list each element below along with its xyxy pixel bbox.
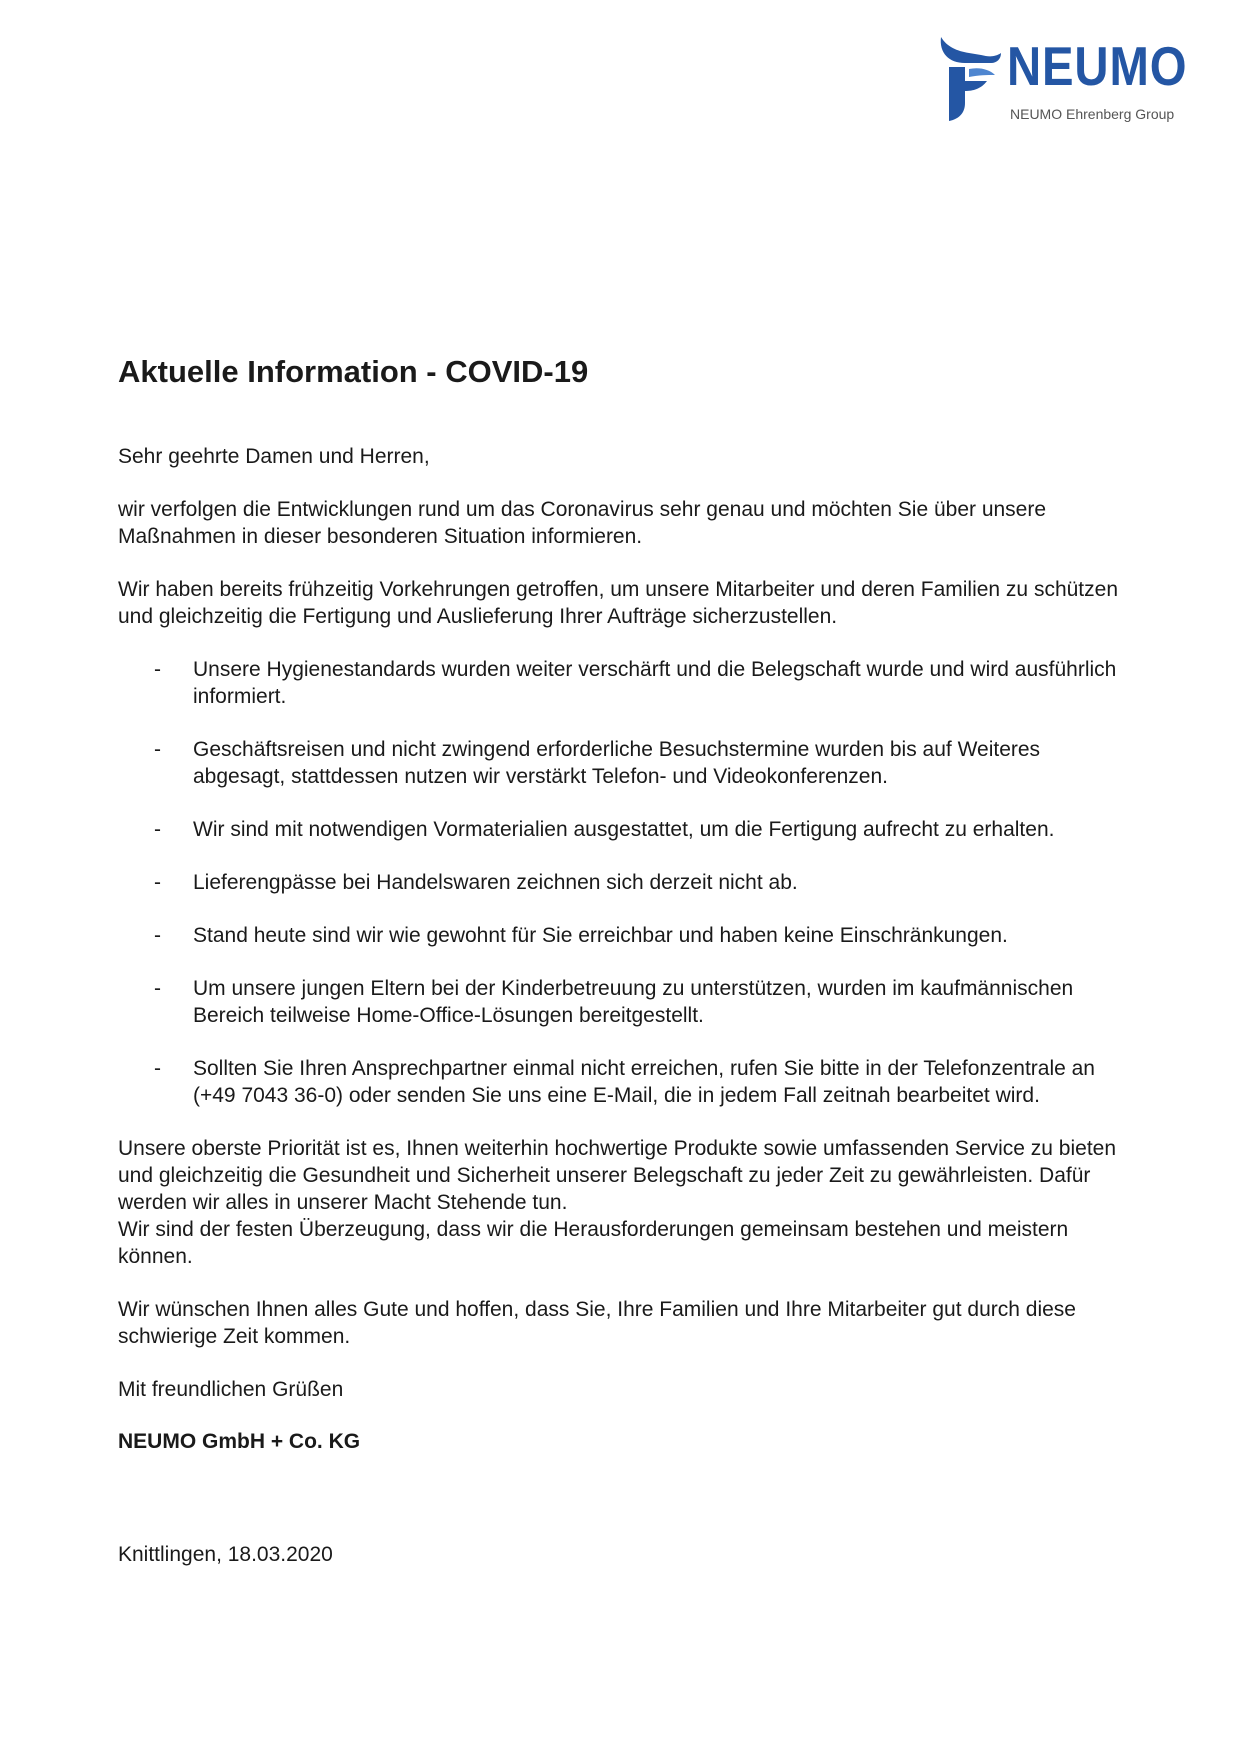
list-item (118, 869, 1118, 896)
bullet-dash: - (154, 818, 161, 841)
intro-paragraph: wir verfolgen die Entwicklungen rund um das Coronavirus sehr genau und möchten Sie über unsere Maßnahmen in dieser besonderen Situation informieren. (118, 498, 1047, 548)
bullet-dash: - (154, 738, 161, 761)
bullet-dash: - (154, 658, 161, 681)
list-item (118, 656, 1118, 710)
measures-paragraph: Wir haben bereits frühzeitig Vorkehrungen getroffen, um unsere Mitarbeiter und deren Familien zu schützen und gleichzeitig die Fertigung und Auslieferung Ihrer Aufträge sicherzustellen. (118, 578, 1118, 628)
letter-title: Aktuelle Information - COVID-19 (118, 354, 589, 389)
list-item (118, 922, 1118, 949)
wishes-paragraph: Wir wünschen Ihnen alles Gute und hoffen, dass Sie, Ihre Familien und Ihre Mitarbeiter gut durch diese schwierige Zeit kommen. (118, 1298, 1076, 1348)
list-item-text: Stand heute sind wir wie gewohnt für Sie erreichbar und haben keine Einschränkungen. (193, 924, 1008, 947)
conviction-paragraph: Wir sind der festen Überzeugung, dass wir die Herausforderungen gemeinsam bestehen und meistern können. (118, 1218, 1069, 1268)
list-item-text: Wir sind mit notwendigen Vormaterialien ausgestattet, um die Fertigung aufrecht zu erhalten. (193, 818, 1055, 841)
list-item-text: Unsere Hygienestandards wurden weiter verschärft und die Belegschaft wurde und wird ausführlich informiert. (193, 658, 1117, 708)
bullet-dash: - (154, 1057, 161, 1080)
logo-wordmark: NEUMO (1007, 35, 1188, 97)
closing-greeting: Mit freundlichen Grüßen (118, 1378, 344, 1401)
company-logo (935, 33, 1205, 133)
priority-text: Unsere oberste Priorität ist es, Ihnen weiterhin hochwertige Produkte sowie umfassenden Service zu bieten und gleichzeitig die Gesundheit und Sicherheit unserer Belegschaft zu jeder Zeit zu gewährleisten. Dafür werden wir alles in unserer Macht Stehende tun. (118, 1137, 1117, 1214)
salutation: Sehr geehrte Damen und Herren, (118, 445, 430, 468)
neumo-logo-mark-icon (935, 33, 1003, 123)
list-item (118, 975, 1118, 1029)
priority-paragraph (118, 1135, 1118, 1216)
list-item-text: Sollten Sie Ihren Ansprechpartner einmal nicht erreichen, rufen Sie bitte in der Telefonzentrale an (+49 7043 36-0) oder senden Sie uns eine E-Mail, die in jedem Fall zeitnah bearbeitet wird. (193, 1057, 1095, 1107)
letter-body (118, 352, 1118, 1594)
measures-list (118, 656, 1118, 1109)
bullet-dash: - (154, 924, 161, 947)
list-item (118, 816, 1118, 843)
place-date: Knittlingen, 18.03.2020 (118, 1543, 333, 1566)
list-item-text: Lieferengpässe bei Handelswaren zeichnen sich derzeit nicht ab. (193, 871, 798, 894)
list-item-text: Um unsere jungen Eltern bei der Kinderbetreuung zu unterstützen, wurden im kaufmännischen Bereich teilweise Home-Office-Lösungen bereitgestellt. (193, 977, 1074, 1027)
bullet-dash: - (154, 977, 161, 1000)
company-signature: NEUMO GmbH + Co. KG (118, 1430, 361, 1453)
list-item-text: Geschäftsreisen und nicht zwingend erforderliche Besuchstermine wurden bis auf Weiteres abgesagt, stattdessen nutzen wir verstärkt Telefon- und Videokonferenzen. (193, 738, 1041, 788)
bullet-dash: - (154, 871, 161, 894)
list-item (118, 1055, 1118, 1109)
logo-subline: NEUMO Ehrenberg Group (1010, 106, 1175, 122)
list-item (118, 736, 1118, 790)
